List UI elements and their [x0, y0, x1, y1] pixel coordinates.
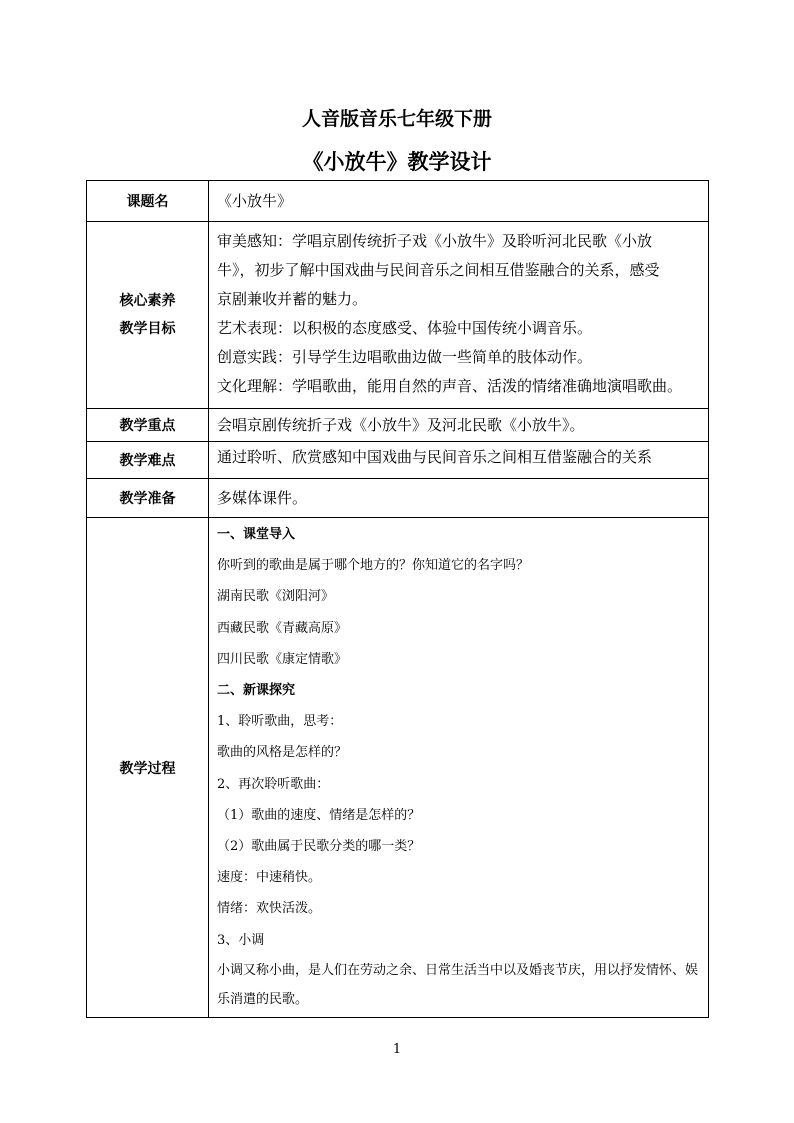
process-line: 西藏民歌《青藏高原》: [217, 620, 348, 636]
process-content: [209, 518, 709, 1018]
process-line: 湖南民歌《浏阳河》: [217, 589, 335, 605]
topic-content: [209, 181, 709, 222]
row-topic: [87, 181, 709, 222]
process-line: 3、小调: [217, 932, 265, 948]
row-preparation: [87, 479, 709, 518]
objectives-content: [209, 222, 709, 409]
objective-line: 文化理解：学唱歌曲，能用自然的声音、活泼的情绪准确地演唱歌曲。: [217, 377, 683, 395]
objective-line: 京剧兼收并蓄的魅力。: [217, 290, 368, 308]
topic-label: 课题名: [87, 181, 209, 222]
page-number: 1: [392, 1042, 402, 1057]
process-line: 2、再次聆听歌曲：: [217, 776, 330, 792]
process-paragraph: 小调又称小曲，是人们在劳动之余、日常生活当中以及婚丧节庆，用以抒发情怀、娱乐消遣的民歌。: [217, 962, 699, 1007]
process-heading: 一、课堂导入: [217, 527, 296, 542]
preparation-content: [209, 479, 709, 518]
key-points-content: [209, 409, 709, 442]
process-line: 速度：中速稍快。: [217, 870, 322, 886]
process-line: 你听到的歌曲是属于哪个地方的？你知道它的名字吗？: [217, 558, 530, 574]
process-line: 歌曲的风格是怎样的？: [217, 745, 348, 761]
objective-line: 创意实践：引导学生边唱歌曲边做一些简单的肢体动作。: [217, 348, 593, 366]
process-label: 教学过程: [87, 518, 209, 1018]
row-process: [87, 518, 709, 1018]
key-points-text: 会唱京剧传统折子戏《小放牛》及河北民歌《小放牛》。: [217, 416, 585, 434]
lesson-plan-table: [86, 180, 709, 1018]
document-subtitle: 《小放牛》教学设计: [302, 150, 492, 174]
objective-line: 牛》，初步了解中国戏曲与民间音乐之间相互借鉴融合的关系，感受: [217, 261, 660, 279]
difficulties-text: 通过聆听、欣赏感知中国戏曲与民间音乐之间相互借鉴融合的关系: [217, 448, 653, 466]
objectives-label: [87, 222, 209, 409]
row-difficulties: [87, 442, 709, 479]
process-line: 情绪：欢快活泼。: [217, 901, 322, 917]
process-heading: 二、新课探究: [217, 683, 296, 699]
process-line: （1）歌曲的速度、情绪是怎样的？: [217, 807, 421, 823]
objectives-label-line2: 教学目标: [119, 321, 176, 337]
preparation-label: 教学准备: [87, 479, 209, 518]
process-line: 四川民歌《康定情歌》: [217, 651, 348, 667]
difficulties-content: [209, 442, 709, 479]
difficulties-label: 教学难点: [87, 442, 209, 479]
objective-line: 艺术表现：以积极的态度感受、体验中国传统小调音乐。: [217, 319, 593, 337]
process-line: （2）歌曲属于民歌分类的哪一类？: [217, 839, 421, 855]
objectives-label-line1: 核心素养: [119, 293, 176, 309]
row-key-points: [87, 409, 709, 442]
document-title: 人音版音乐七年级下册: [301, 108, 492, 130]
topic-text: 《小放牛》: [217, 192, 293, 210]
process-line: 1、聆听歌曲，思考：: [217, 714, 343, 730]
key-points-label: 教学重点: [87, 409, 209, 442]
row-objectives: [87, 222, 709, 409]
objective-line: 审美感知：学唱京剧传统折子戏《小放牛》及聆听河北民歌《小放: [217, 232, 653, 250]
preparation-text: 多媒体课件。: [217, 489, 308, 507]
